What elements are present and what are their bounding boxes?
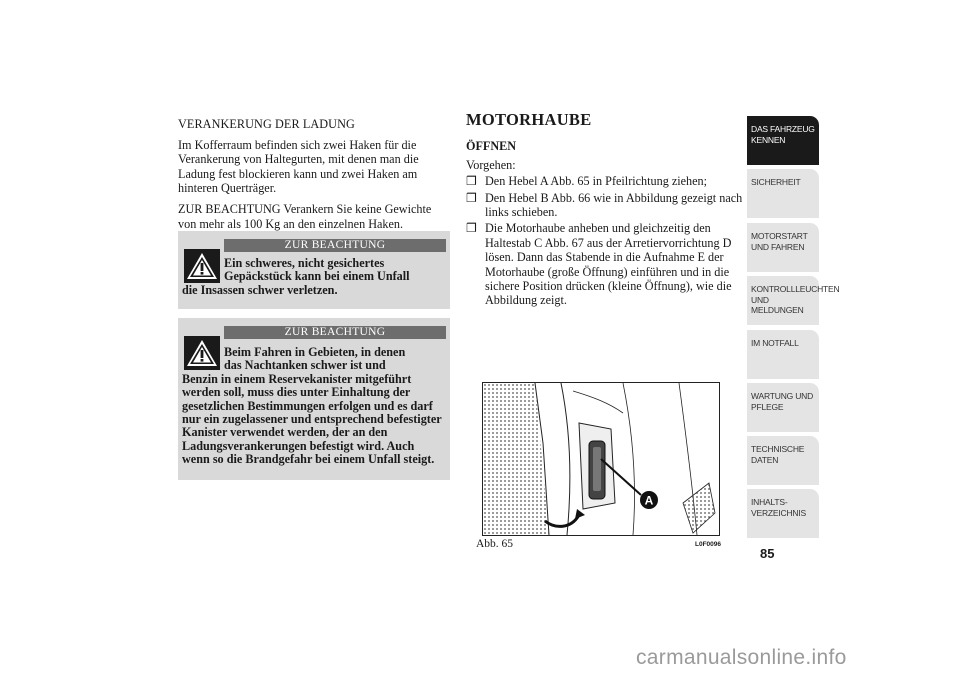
figure-caption: Abb. 65	[476, 538, 514, 550]
hood-lever-illustration	[483, 383, 719, 535]
watermark: carmanualsonline.info	[636, 646, 847, 669]
warning-title: ZUR BEACHTUNG	[224, 239, 446, 252]
tab-technische-daten[interactable]: TECHNISCHE DATEN	[747, 436, 819, 487]
tab-das-fahrzeug-kennen[interactable]: DAS FAHRZEUG KENNEN	[747, 116, 819, 167]
tab-wartung[interactable]: WARTUNG UND PFLEGE	[747, 383, 819, 434]
list-item: ❒ Den Hebel A Abb. 65 in Pfeilrichtung ziehen;	[466, 174, 708, 189]
right-column	[466, 110, 746, 310]
figure-image	[482, 382, 720, 536]
warning-text: Ein schweres, nicht gesichertes Gepäckstück kann bei einem Unfall die Insassen schwer verletzen.	[182, 256, 410, 297]
warning-title: ZUR BEACHTUNG	[224, 326, 446, 339]
list-item: ❒ Die Motorhaube anheben und gleichzeitig den Haltestab C Abb. 67 aus der Arretiervorrichtung D lösen. Dann das Stabende in die Aufnahme E der Motorhaube (große Öffnung) einführen und in die sichere Position drücken (kleine Öffnung), wie die Abbildung zeigt.	[466, 221, 732, 308]
warning-box	[178, 231, 450, 309]
figure-code: L0F0096	[695, 541, 722, 548]
checkbox-bullet-icon: ❒	[466, 174, 477, 189]
warning-text: Beim Fahren in Gebieten, in denen das Nachtanken schwer ist und Benzin in einem Reservekanister mitgeführt werden soll, muss dies unter Einhaltung der gesetzlichen Bestimmungen erfolgen und es darf nur ein zugelassener und entsprechend befestigter Kanister verwendet werden, der an den Ladungsverankerungen befestigt wird. Auch wenn so die Brandgefahr bei einem Unfall steigt.	[182, 345, 442, 467]
page-number: 85	[760, 546, 775, 561]
checkbox-bullet-icon: ❒	[466, 190, 477, 205]
callout-label: A	[644, 493, 654, 508]
section-heading: VERANKERUNG DER LADUNG	[178, 117, 355, 131]
body-paragraph: Im Kofferraum befinden sich zwei Haken für die Verankerung von Haltegurten, mit denen man die Ladung fest blockieren kann und zwei Haken am hinteren Querträger.	[178, 137, 419, 196]
tab-im-notfall[interactable]: IM NOTFALL	[747, 330, 819, 381]
section-title: MOTORHAUBE	[466, 110, 592, 129]
tab-kontrollleuchten[interactable]: KONTROLLLEUCHTEN UND MELDUNGEN	[747, 276, 819, 327]
tab-sicherheit[interactable]: SICHERHEIT	[747, 169, 819, 220]
tab-inhaltsverzeichnis[interactable]: INHALTS- VERZEICHNIS	[747, 489, 819, 540]
left-column	[178, 117, 450, 237]
warning-box	[178, 318, 450, 480]
note-paragraph: ZUR BEACHTUNG Verankern Sie keine Gewichte von mehr als 100 Kg an den einzelnen Haken.	[178, 201, 432, 231]
subsection-title: ÖFFNEN	[466, 139, 517, 154]
checkbox-bullet-icon: ❒	[466, 221, 477, 236]
list-item: ❒ Den Hebel B Abb. 66 wie in Abbildung gezeigt nach links schieben.	[466, 190, 743, 220]
tab-motorstart[interactable]: MOTORSTART UND FAHREN	[747, 223, 819, 274]
intro-text: Vorgehen:	[466, 157, 516, 172]
